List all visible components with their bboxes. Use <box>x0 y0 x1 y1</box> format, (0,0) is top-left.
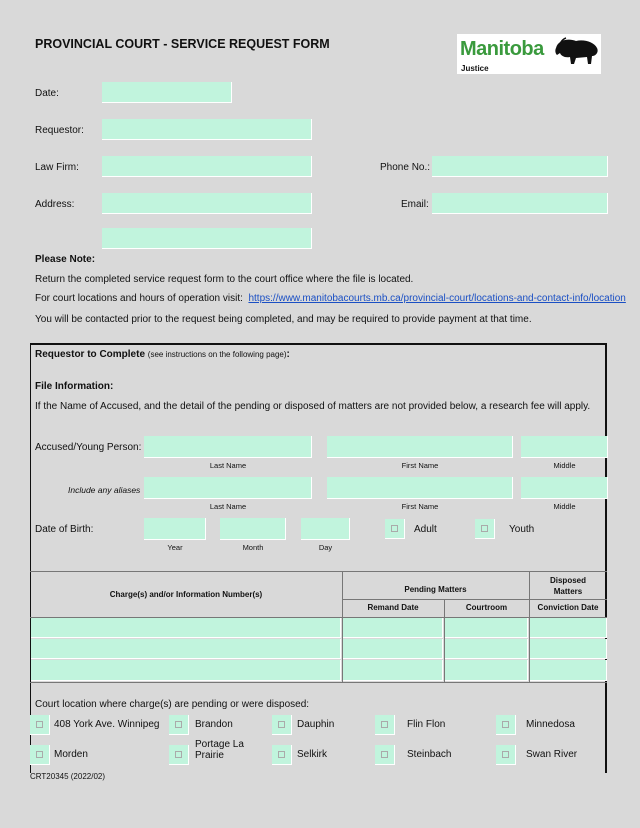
adult-checkbox[interactable] <box>385 519 405 539</box>
requestor-label: Requestor: <box>35 125 84 136</box>
location-label-flin-flon: Flin Flon <box>407 719 446 730</box>
charge-row-2-courtroom[interactable] <box>445 639 528 659</box>
note-line-1: Return the completed service request form to the court office where the file is located. <box>35 274 414 285</box>
charge-row-3-remand[interactable] <box>343 660 443 681</box>
address-label: Address: <box>35 199 75 210</box>
table-bottom-border <box>30 682 607 683</box>
disposed-matters-header: Disposed Matters <box>549 576 586 596</box>
dob-label: Date of Birth: <box>35 524 94 535</box>
charge-row-1-charges[interactable] <box>31 618 341 638</box>
conviction-date-header: Conviction Date <box>537 603 599 612</box>
file-info-text: If the Name of Accused, and the detail of the pending or disposed of matters are not provided below, a research fee will apply. <box>35 401 591 412</box>
location-checkbox-swan-river[interactable] <box>496 745 516 765</box>
accused-label: Accused/Young Person: <box>35 442 142 453</box>
law-firm-input[interactable] <box>102 156 312 177</box>
charge-row-3-courtroom[interactable] <box>445 660 528 681</box>
location-checkbox-flin-flon[interactable] <box>375 715 395 735</box>
last-name-caption: Last Name <box>209 461 247 470</box>
note-heading: Please Note: <box>35 254 96 265</box>
note-line-2-text: For court locations and hours of operation visit: <box>35 293 243 304</box>
accused-middle-input[interactable] <box>521 436 608 458</box>
charge-row-1-courtroom[interactable] <box>445 618 528 638</box>
location-checkbox-portage[interactable] <box>169 745 189 765</box>
location-checkbox-dauphin[interactable] <box>272 715 292 735</box>
section-heading-note: (see instructions on the following page) <box>147 350 287 359</box>
section-heading-colon: : <box>286 349 290 360</box>
year-caption: Year <box>167 543 183 552</box>
charge-row-1-remand[interactable] <box>343 618 443 638</box>
logo-wordmark: Manitoba <box>460 38 544 60</box>
courtroom-header: Courtroom <box>465 603 508 612</box>
accused-first-name-input[interactable] <box>327 436 513 458</box>
section-heading <box>35 349 290 360</box>
day-caption: Day <box>318 543 333 552</box>
locations-link[interactable]: https://www.manitobacourts.mb.ca/provincial-court/locations-and-contact-info/location <box>248 293 626 304</box>
location-checkbox-selkirk[interactable] <box>272 745 292 765</box>
location-label-brandon: Brandon <box>195 719 233 730</box>
table-top-border <box>30 571 607 572</box>
alias-last-name-input[interactable] <box>144 477 312 499</box>
dob-day-input[interactable] <box>301 518 350 540</box>
location-checkbox-steinbach[interactable] <box>375 745 395 765</box>
table-subheader-border <box>342 599 607 600</box>
accused-last-name-input[interactable] <box>144 436 312 458</box>
court-location-label: Court location where charge(s) are pending or were disposed: <box>35 699 310 710</box>
location-label-swan-river: Swan River <box>526 749 578 760</box>
youth-checkbox[interactable] <box>475 519 495 539</box>
note-line-3: You will be contacted prior to the request being completed, and may be required to provide payment at that time. <box>35 314 532 325</box>
email-label: Email: <box>401 199 429 210</box>
page-title: PROVINCIAL COURT - SERVICE REQUEST FORM <box>35 37 330 51</box>
location-checkbox-minnedosa[interactable] <box>496 715 516 735</box>
bison-icon <box>554 36 600 68</box>
aliases-label: Include any aliases <box>68 485 141 495</box>
note-line-2 <box>35 293 626 304</box>
alias-first-name-caption: First Name <box>401 502 439 511</box>
manitoba-logo <box>457 34 601 74</box>
charges-header: Charge(s) and/or Information Number(s) <box>109 590 263 599</box>
month-caption: Month <box>242 543 264 552</box>
adult-label: Adult <box>414 524 437 535</box>
charge-row-2-remand[interactable] <box>343 639 443 659</box>
alias-last-name-caption: Last Name <box>209 502 247 511</box>
phone-label: Phone No.: <box>380 162 431 173</box>
pending-matters-header: Pending Matters <box>404 585 467 594</box>
form-number: CRT20345 (2022/02) <box>30 772 106 781</box>
date-input[interactable] <box>102 82 232 103</box>
email-input[interactable] <box>432 193 608 214</box>
location-checkbox-winnipeg[interactable] <box>30 715 50 735</box>
alias-first-name-input[interactable] <box>327 477 513 499</box>
charge-row-2-charges[interactable] <box>31 639 341 659</box>
location-label-portage: Portage La Prairie <box>195 739 244 761</box>
charge-row-2-conviction[interactable] <box>530 639 607 659</box>
location-checkbox-brandon[interactable] <box>169 715 189 735</box>
date-label: Date: <box>35 88 59 99</box>
alias-middle-input[interactable] <box>521 477 608 499</box>
dob-month-input[interactable] <box>220 518 286 540</box>
location-label-selkirk: Selkirk <box>297 749 328 760</box>
address-input-line1[interactable] <box>102 193 312 214</box>
location-label-minnedosa: Minnedosa <box>526 719 575 730</box>
location-label-steinbach: Steinbach <box>407 749 452 760</box>
youth-label: Youth <box>509 524 535 535</box>
alias-middle-caption: Middle <box>553 502 576 511</box>
remand-date-header: Remand Date <box>367 603 419 612</box>
charge-row-3-charges[interactable] <box>31 660 341 681</box>
charge-row-1-conviction[interactable] <box>530 618 607 638</box>
location-label-winnipeg: 408 York Ave. Winnipeg <box>54 719 160 730</box>
location-label-morden: Morden <box>54 749 88 760</box>
middle-caption: Middle <box>553 461 576 470</box>
file-info-heading: File Information: <box>35 381 114 392</box>
requestor-input[interactable] <box>102 119 312 140</box>
first-name-caption: First Name <box>401 461 439 470</box>
location-checkbox-morden[interactable] <box>30 745 50 765</box>
section-heading-title: Requestor to Complete <box>35 349 146 360</box>
law-firm-label: Law Firm: <box>35 162 79 173</box>
dob-year-input[interactable] <box>144 518 206 540</box>
address-input-line2[interactable] <box>102 228 312 249</box>
logo-subtitle: Justice <box>461 64 489 73</box>
charge-row-3-conviction[interactable] <box>530 660 607 681</box>
location-label-dauphin: Dauphin <box>297 719 335 730</box>
phone-input[interactable] <box>432 156 608 177</box>
